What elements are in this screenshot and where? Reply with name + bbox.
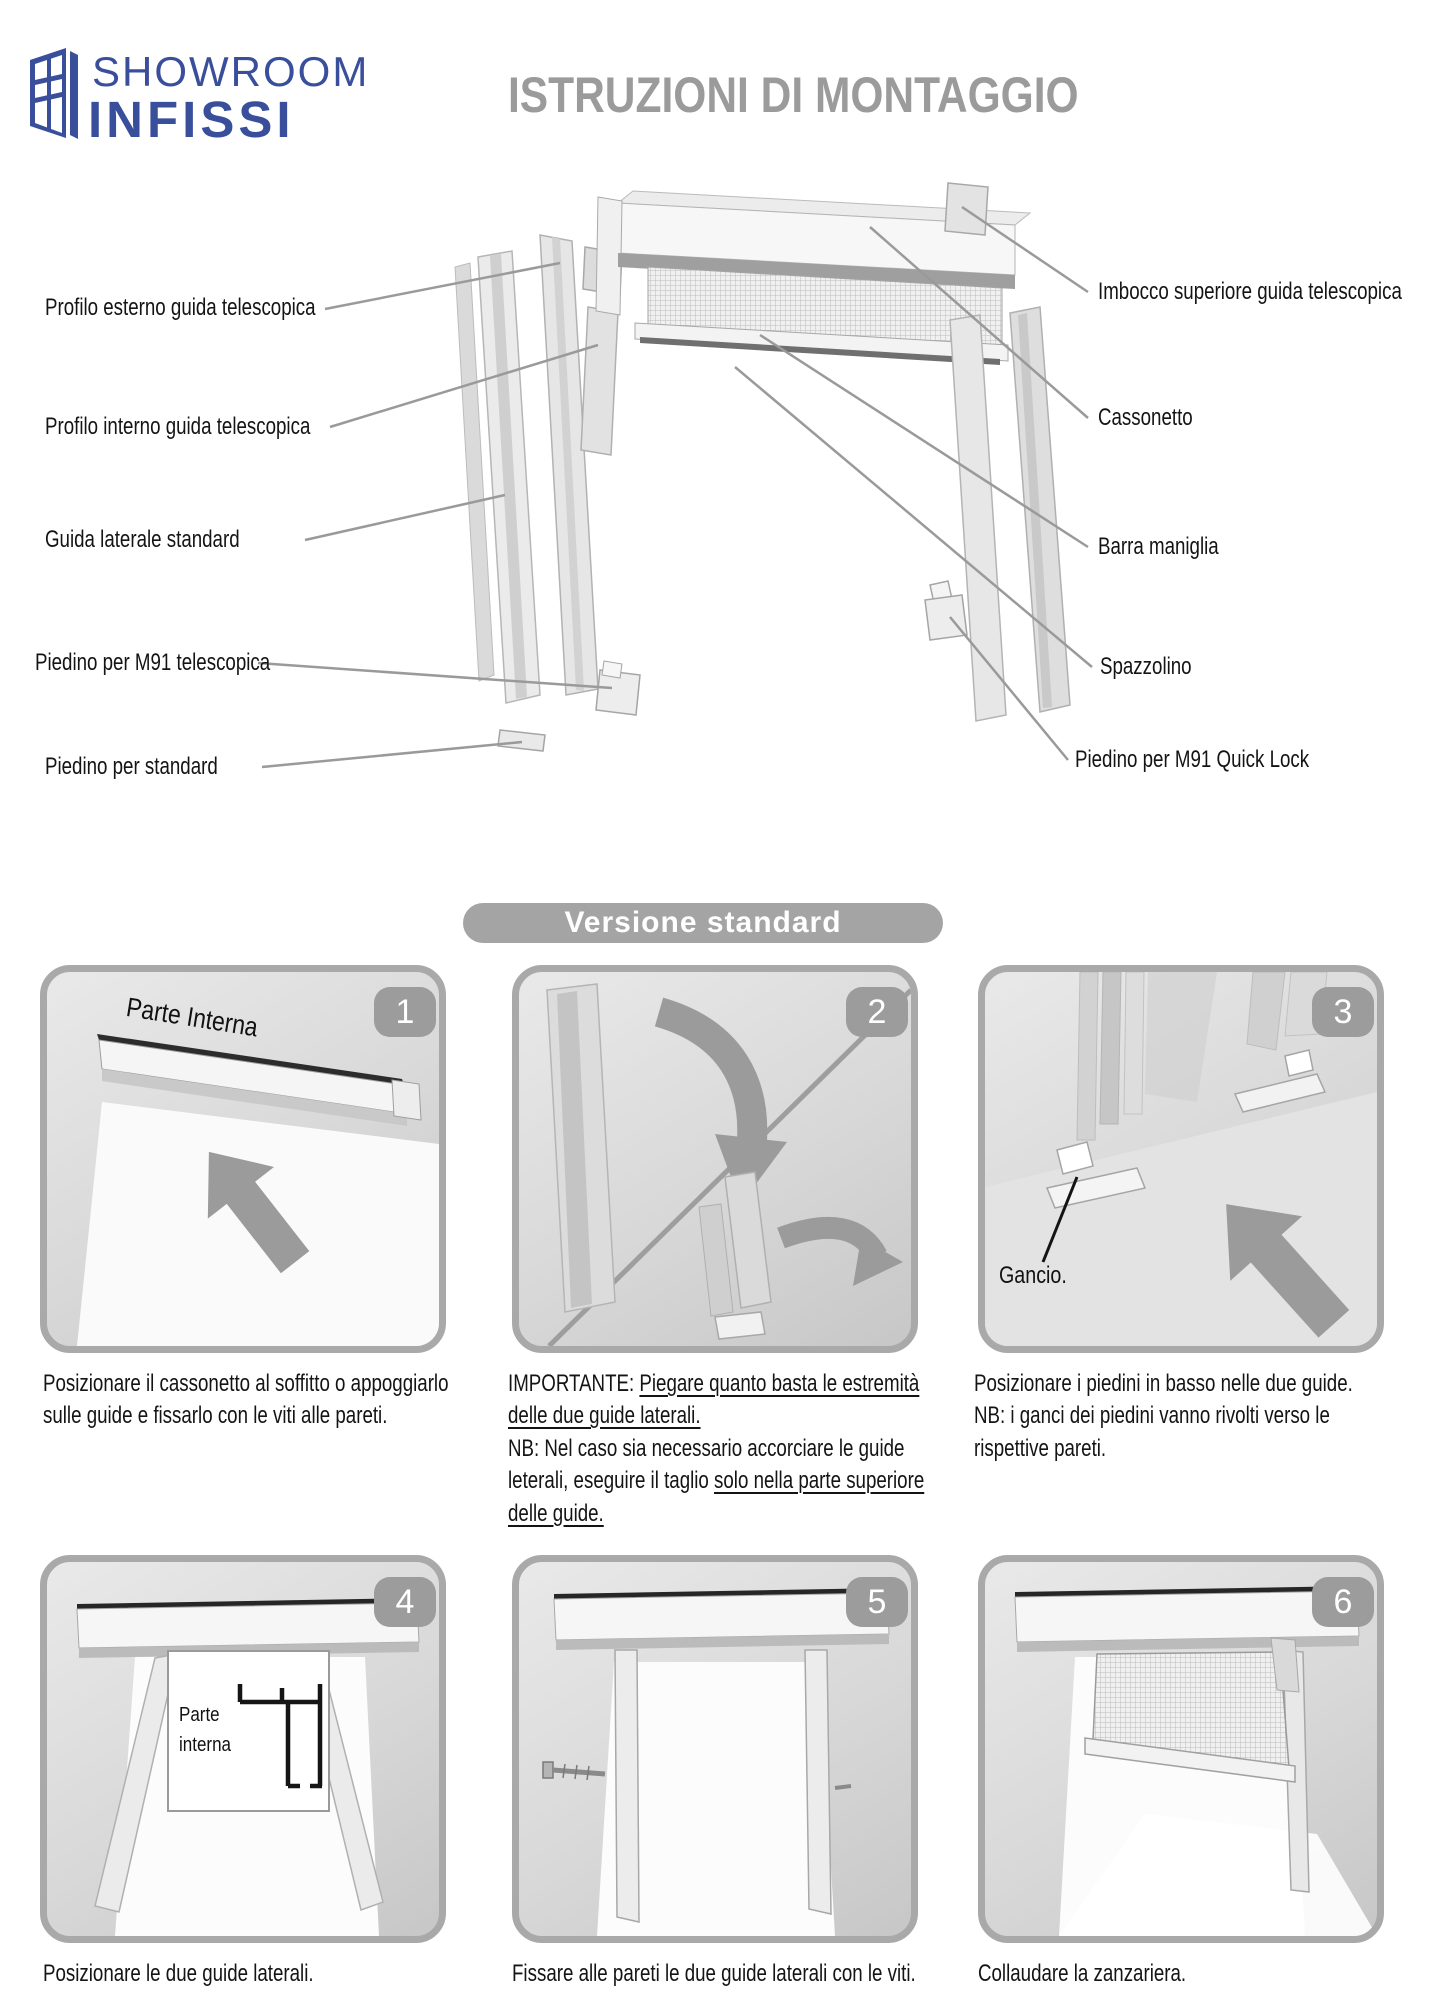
screw-icon (543, 1762, 605, 1780)
inset-label: Parte interna (179, 1704, 231, 1756)
step-panel-6 (978, 1555, 1384, 1943)
logo-text-showroom: SHOWROOM (92, 48, 370, 95)
step-number-badge: 4 (374, 1577, 436, 1627)
part-label-spazzolino: Spazzolino (1100, 653, 1192, 680)
cross-section-inset (167, 1650, 330, 1812)
part-label-piedino-standard: Piedino per standard (45, 753, 218, 780)
part-piedino-standard (498, 730, 545, 751)
step-caption-3: Posizionare i piedini in basso nelle due guide. NB: i ganci dei piedini vanno rivolti verso le rispettive pareti. (974, 1370, 1353, 1462)
step-number-badge: 3 (1312, 987, 1374, 1037)
part-label-guida-laterale: Guida laterale standard (45, 526, 240, 553)
logo-text-infissi: INFISSI (88, 91, 295, 148)
step-caption-6: Collaudare la zanzariera. (978, 1960, 1187, 1987)
step-panel-3 (978, 965, 1384, 1353)
panel-1-overlay-label: Parte Interna (124, 992, 261, 1043)
step-caption-2: IMPORTANTE: Piegare quanto basta le estremità delle due guide laterali. NB: Nel caso sia necessario accorciare le guide leterali, eseguire il taglio solo nella parte superiore delle guide. (508, 1370, 925, 1527)
profile-cross-section-icon (236, 1664, 324, 1796)
step-number-badge: 6 (1312, 1577, 1374, 1627)
step-number-badge: 2 (846, 987, 908, 1037)
part-label-profilo-interno: Profilo interno guida telescopica (45, 413, 311, 440)
window-logo-icon (28, 46, 84, 140)
part-profilo-esterno (540, 235, 598, 695)
part-label-piedino-m91: Piedino per M91 telescopica (35, 649, 271, 676)
part-guide-destre (950, 307, 1070, 721)
part-label-imbocco: Imbocco superiore guida telescopica (1098, 278, 1402, 305)
page-title: ISTRUZIONI DI MONTAGGIO (508, 67, 1079, 123)
step-panel-2 (512, 965, 918, 1353)
step-panel-5 (512, 1555, 918, 1943)
step-number-badge: 1 (374, 987, 436, 1037)
step-caption-4: Posizionare le due guide laterali. (43, 1960, 314, 1987)
part-label-barra-maniglia: Barra maniglia (1098, 533, 1219, 560)
step-caption-1: Posizionare il cassonetto al soffitto o appoggiarlo sulle guide e fissarlo con le viti alle pareti. (43, 1370, 449, 1430)
step-panel-1 (40, 965, 446, 1353)
part-label-cassonetto: Cassonetto (1098, 404, 1193, 431)
curved-arrow-icon (659, 1012, 752, 1152)
screw-icon (835, 1786, 851, 1788)
part-label-profilo-esterno: Profilo esterno guida telescopica (45, 294, 316, 321)
step-panel-4 (40, 1555, 446, 1943)
step-number-badge: 5 (846, 1577, 908, 1627)
part-label-quicklock: Piedino per M91 Quick Lock (1075, 746, 1310, 773)
section-banner: Versione standard (463, 903, 943, 943)
part-guida-laterale (455, 251, 540, 703)
panel-3-overlay-label: Gancio. (999, 1262, 1067, 1289)
step-caption-5: Fissare alle pareti le due guide laterali con le viti. (512, 1960, 916, 1987)
